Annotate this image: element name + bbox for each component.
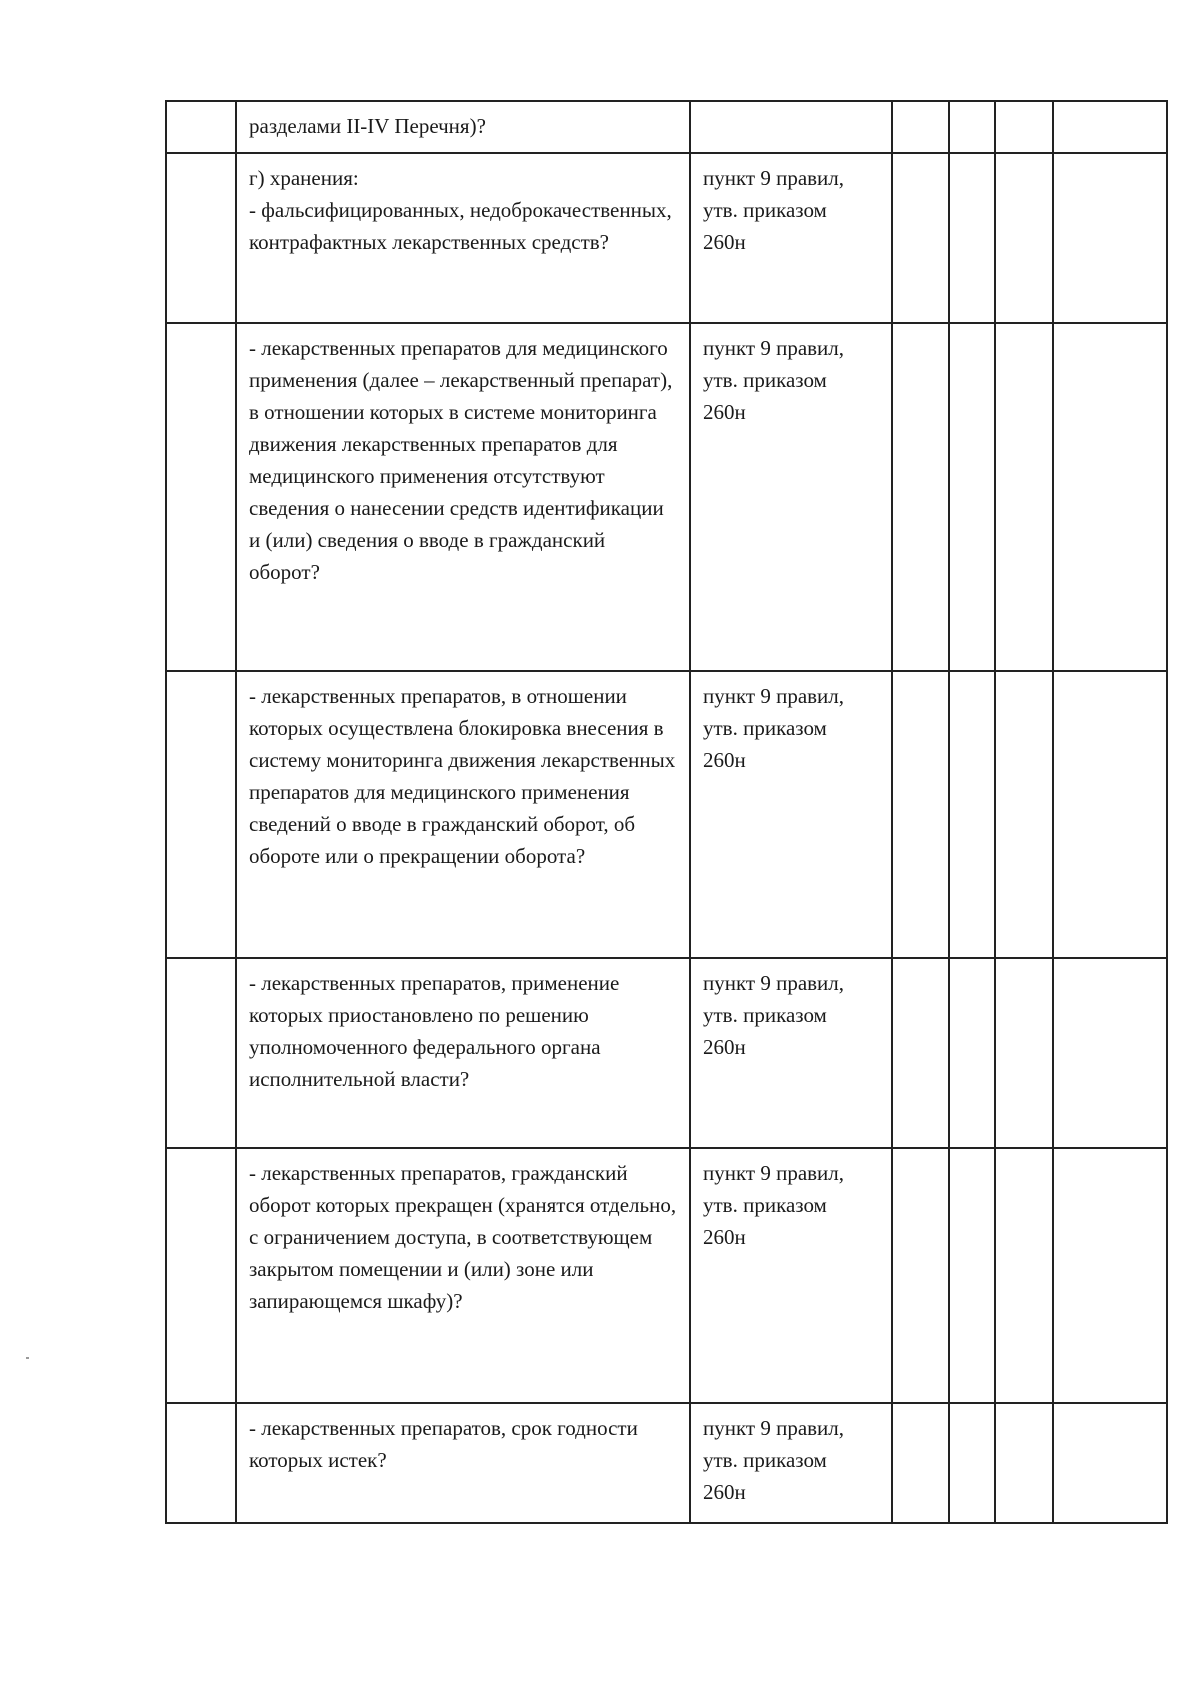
reference-text: пункт 9 правил, утв. приказом 260н: [703, 1416, 845, 1504]
notes-cell[interactable]: [1053, 323, 1167, 671]
answer-na-cell[interactable]: [995, 323, 1053, 671]
answer-na-cell[interactable]: [995, 101, 1053, 153]
reference-cell: [690, 323, 892, 671]
reference-text: пункт 9 правил, утв. приказом 260н: [703, 1161, 845, 1249]
question-cell: [236, 153, 690, 323]
answer-na-cell[interactable]: [995, 958, 1053, 1148]
question-text: - фальсифицированных, недоброкачественных, контрафактных лекарственных средств?: [249, 198, 672, 254]
question-text: - лекарственных препаратов для медицинского применения (далее – лекарственный препарат), в отношении которых в системе мониторинга движения лекарственных препаратов для медицинского применения отсутствуют сведения о нанесении средств идентификации и (или) сведения о вводе в гражданский оборот?: [249, 336, 673, 584]
row-number-cell: [166, 1148, 236, 1403]
answer-no-cell[interactable]: [949, 323, 995, 671]
row-number-cell: [166, 153, 236, 323]
table-row: [166, 1403, 1167, 1523]
answer-no-cell[interactable]: [949, 153, 995, 323]
reference-cell: [690, 1148, 892, 1403]
reference-cell: [690, 958, 892, 1148]
table-row: [166, 671, 1167, 958]
answer-no-cell[interactable]: [949, 1403, 995, 1523]
question-cell: [236, 101, 690, 153]
question-text: - лекарственных препаратов, в отношении которых осуществлена блокировка внесения в систему мониторинга движения лекарственных препаратов для медицинского применения сведений о вводе в гражданский оборот, об обороте или о прекращении оборота?: [249, 684, 676, 868]
answer-yes-cell[interactable]: [892, 671, 949, 958]
reference-text: пункт 9 правил, утв. приказом 260н: [703, 166, 845, 254]
notes-cell[interactable]: [1053, 1403, 1167, 1523]
question-heading: г) хранения:: [249, 166, 359, 190]
row-number-cell: [166, 958, 236, 1148]
question-cell: [236, 958, 690, 1148]
reference-cell: [690, 153, 892, 323]
answer-no-cell[interactable]: [949, 101, 995, 153]
reference-cell: [690, 671, 892, 958]
notes-cell[interactable]: [1053, 671, 1167, 958]
table-row: [166, 958, 1167, 1148]
question-text: - лекарственных препаратов, применение которых приостановлено по решению уполномоченного федерального органа исполнительной власти?: [249, 971, 620, 1091]
answer-na-cell[interactable]: [995, 153, 1053, 323]
answer-yes-cell[interactable]: [892, 153, 949, 323]
answer-na-cell[interactable]: [995, 1148, 1053, 1403]
answer-no-cell[interactable]: [949, 1148, 995, 1403]
answer-na-cell[interactable]: [995, 671, 1053, 958]
table-row: [166, 1148, 1167, 1403]
reference-text: пункт 9 правил, утв. приказом 260н: [703, 971, 845, 1059]
row-number-cell: [166, 671, 236, 958]
question-cell: [236, 1148, 690, 1403]
reference-text: пункт 9 правил, утв. приказом 260н: [703, 336, 845, 424]
question-text: - лекарственных препаратов, срок годности которых истек?: [249, 1416, 638, 1472]
reference-cell: [690, 1403, 892, 1523]
question-cell: [236, 323, 690, 671]
row-number-cell: [166, 323, 236, 671]
notes-cell[interactable]: [1053, 1148, 1167, 1403]
answer-no-cell[interactable]: [949, 671, 995, 958]
checklist-table: [165, 100, 1168, 1524]
answer-yes-cell[interactable]: [892, 1148, 949, 1403]
row-number-cell: [166, 1403, 236, 1523]
reference-cell: [690, 101, 892, 153]
notes-cell[interactable]: [1053, 153, 1167, 323]
table-row: [166, 323, 1167, 671]
table-row: [166, 101, 1167, 153]
answer-yes-cell[interactable]: [892, 101, 949, 153]
answer-yes-cell[interactable]: [892, 1403, 949, 1523]
notes-cell[interactable]: [1053, 958, 1167, 1148]
question-cell: [236, 671, 690, 958]
question-text: - лекарственных препаратов, гражданский оборот которых прекращен (хранятся отдельно, с ограничением доступа, в соответствующем закрытом помещении и (или) зоне или запирающемся шкафу)?: [249, 1161, 677, 1313]
question-text: разделами II-IV Перечня)?: [249, 114, 486, 138]
table-row: [166, 153, 1167, 323]
scan-speck: [26, 1357, 29, 1359]
answer-yes-cell[interactable]: [892, 323, 949, 671]
row-number-cell: [166, 101, 236, 153]
answer-no-cell[interactable]: [949, 958, 995, 1148]
question-cell: [236, 1403, 690, 1523]
answer-yes-cell[interactable]: [892, 958, 949, 1148]
reference-text: пункт 9 правил, утв. приказом 260н: [703, 684, 845, 772]
answer-na-cell[interactable]: [995, 1403, 1053, 1523]
notes-cell[interactable]: [1053, 101, 1167, 153]
